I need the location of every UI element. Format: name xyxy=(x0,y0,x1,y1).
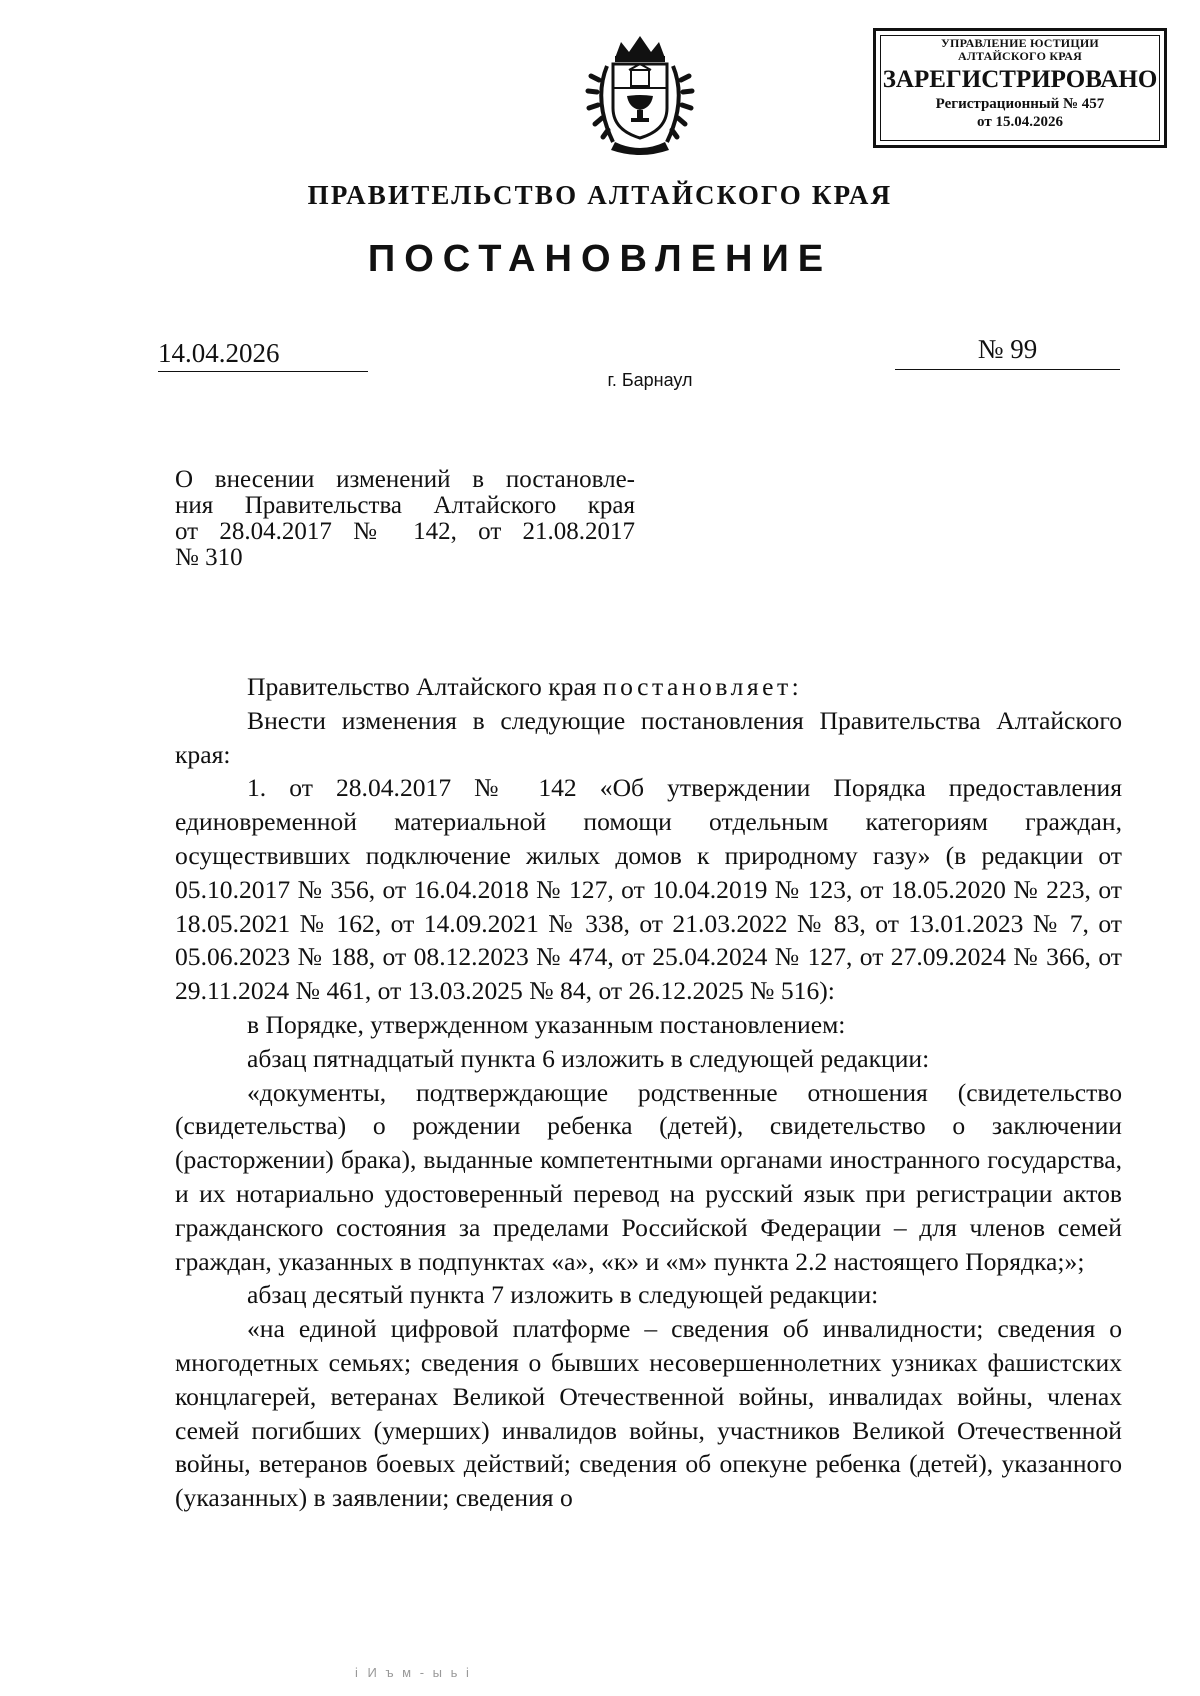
stamp-status: ЗАРЕГИСТРИРОВАНО xyxy=(882,66,1158,93)
intro-verb: постановляет: xyxy=(602,672,803,701)
body-paragraph: в Порядке, утвержденном указанным постановлением: xyxy=(247,1009,846,1039)
scan-mark: і И ъ м - ы ь і xyxy=(355,1665,472,1680)
document-date: 14.04.2026 xyxy=(158,338,368,372)
body-paragraph: «на единой цифровой платформе – сведения об инвалидности; сведения о многодетных семьях; сведения о бывших несовершеннолетних узниках фашистских концлагерей, ветеранах Великой Отечественной войны, инвалидах войны, членах семей погибших (умерших) инвалидов войны, участников Великой Отечественной войны, ветеранов боевых действий; сведения об опекуне ребенка (детей), указанного (указанных) в заявлении; сведения о xyxy=(175,1314,1122,1513)
government-title: ПРАВИТЕЛЬСТВО АЛТАЙСКОГО КРАЯ xyxy=(307,180,893,210)
body-paragraph: 1. от 28.04.2017 № 142 «Об утверждении Порядка предоставления единовременной материальной помощи отдельным категориям граждан, осуществивших подключение жилых домов к природному газу» (в редакции от 05.10.2017 № 356, от 16.04.2018 № 127, от 10.04.2019 № 123, от 18.05.2020 № 223, от 18.05.2021 № 162, от 14.09.2021 № 338, от 21.03.2022 № 83, от 13.01.2023 № 7, от 05.06.2023 № 188, от 08.12.2023 № 474, от 25.04.2024 № 127, от 27.09.2024 № 366, от 29.11.2024 № 461, от 13.03.2025 № 84, от 26.12.2025 № 516): xyxy=(175,773,1122,1006)
coat-of-arms-emblem xyxy=(585,30,695,160)
body-paragraph: Внести изменения в следующие постановления Правительства Алтайского края: xyxy=(175,705,1122,769)
altai-krai-coat-of-arms-icon xyxy=(585,30,695,160)
registration-stamp xyxy=(873,28,1167,148)
intro-lead: Правительство Алтайского края xyxy=(247,672,603,701)
stamp-registration-date: от 15.04.2026 xyxy=(977,114,1063,130)
document-subject xyxy=(175,467,635,571)
intro-paragraph xyxy=(175,670,1122,704)
subject-line: ния Правительства Алтайского края xyxy=(175,492,635,519)
document-number: № 99 xyxy=(895,334,1120,370)
subject-line: от 28.04.2017 № 142, от 21.08.2017 xyxy=(175,518,635,545)
subject-line: О внесении изменений в постановле- xyxy=(175,466,635,493)
stamp-registration-number: Регистрационный № 457 xyxy=(935,96,1105,112)
body-paragraph: «документы, подтверждающие родственные отношения (свидетельство (свидетельства) о рождении ребенка (детей), свидетельство о заключении (расторжении) брака), выданные компетентными органами иностранного государства, и их нотариально удостоверенный перевод на русский язык при регистрации актов гражданского состояния за пределами Российской Федерации – для членов семей граждан, указанных в подпунктах «а», «к» и «м» пункта 2.2 настоящего Порядка;»; xyxy=(175,1077,1122,1276)
document-city: г. Барнаул xyxy=(607,370,693,390)
body-paragraph: абзац десятый пункта 7 изложить в следующей редакции: xyxy=(247,1280,879,1310)
stamp-inner-border xyxy=(880,35,1160,141)
document-body xyxy=(175,670,1122,1515)
stamp-department: УПРАВЛЕНИЕ ЮСТИЦИИ АЛТАЙСКОГО КРАЯ xyxy=(941,36,1099,63)
document-type-title: ПОСТАНОВЛЕНИЕ xyxy=(367,238,833,280)
body-paragraph: абзац пятнадцатый пункта 6 изложить в следующей редакции: xyxy=(247,1043,930,1073)
subject-line: № 310 xyxy=(175,544,243,571)
